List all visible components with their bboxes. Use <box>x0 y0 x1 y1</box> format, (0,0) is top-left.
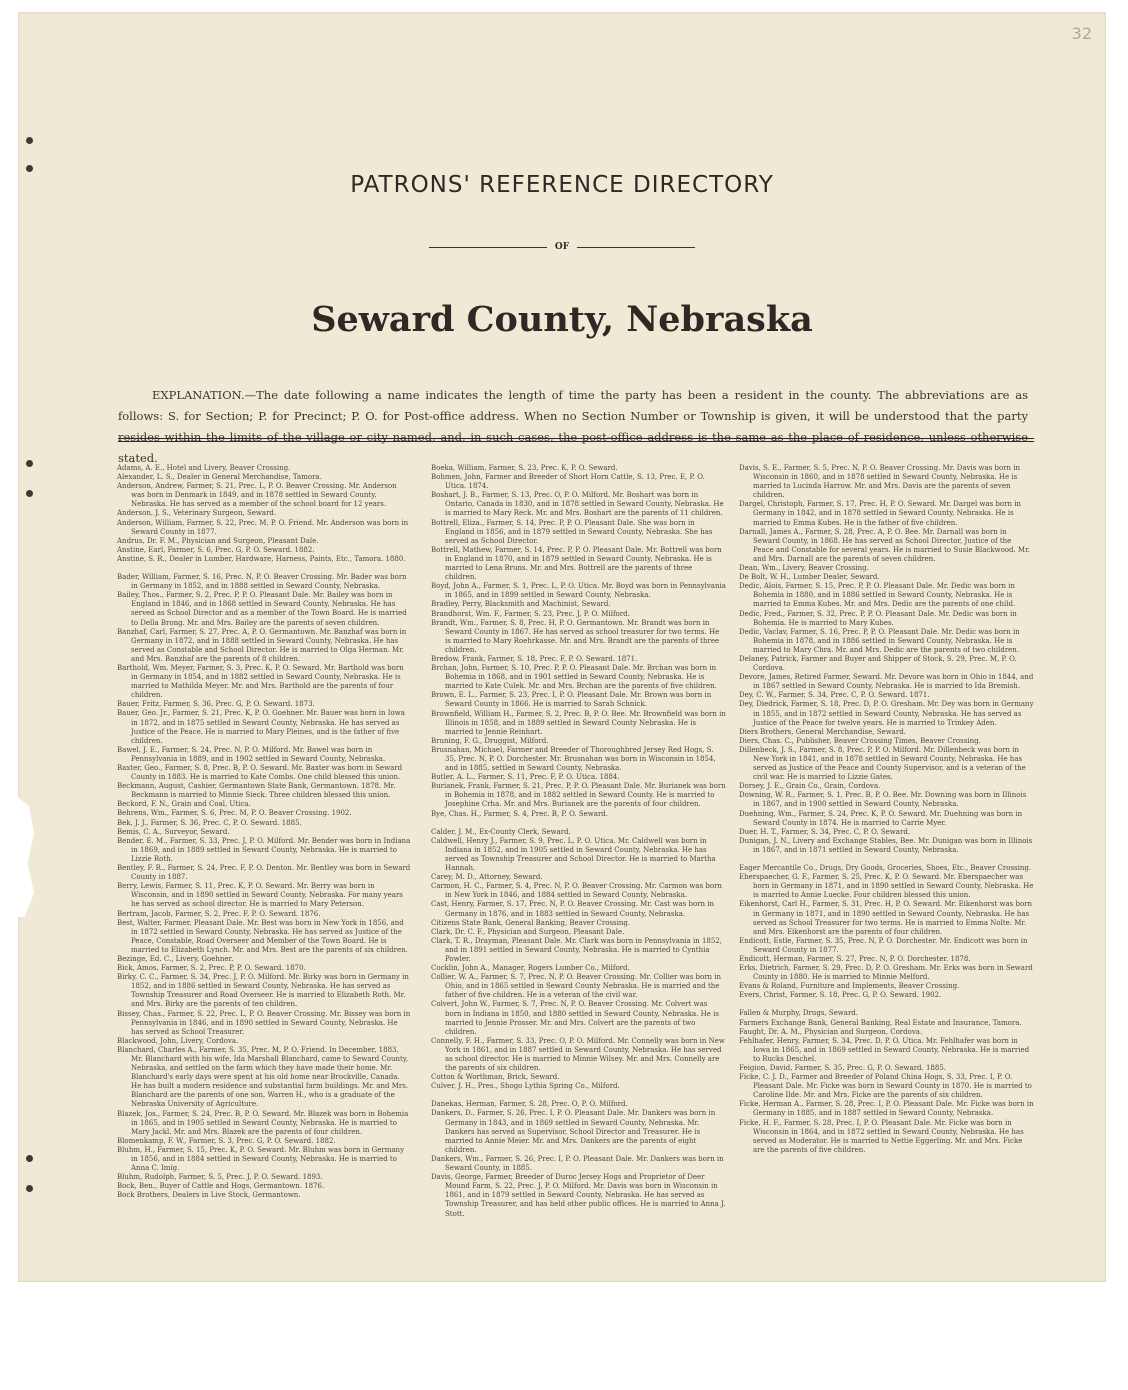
of-label: OF <box>554 242 570 252</box>
directory-entry: Ficke, C. J. D., Farmer and Breeder of Poland China Hogs, S. 33, Prec. I, P. O. Pleasant Dale. Mr. Ficke was born in Seward County in 1870. He is married to Caroline Ilde. Mr. and Mrs. Ficke are the parents of six children. <box>739 1073 1032 1100</box>
directory-entry: Collier, W. A., Farmer, S. 7, Prec. N, P. O. Beaver Crossing. Mr. Collier was born in Ohio, and in 1865 settled in Seward County Nebraska. He is married and the father of five children. He is a veteran of the civil war. <box>431 973 722 1000</box>
directory-entry: Blazek, Jos., Farmer, S. 24, Prec. B, P. O. Seward. Mr. Blazek was born in Bohemia in 1865, and in 1905 settled in Seward County, Nebraska. He is married to Mary Jackl. Mr. and Mrs. Blazek are the parents of four children. <box>117 1109 409 1136</box>
directory-entry: Dunigan, J. N., Livery and Exchange Stables, Bee. Mr. Dunigan was born in Illinois in 1867, and in 1871 settled in Seward County, Nebraska. <box>739 836 1033 854</box>
directory-entry: Fallen & Murphy, Drugs, Seward. <box>739 1009 858 1018</box>
directory-entry: Boyd, John A., Farmer, S. 1, Prec. L, P. O. Utica. Mr. Boyd was born in Pennsylvania in 1865, and in 1899 settled in Seward County, Nebraska. <box>431 582 726 600</box>
directory-entry: Boshart, J. B., Farmer, S. 13, Prec. O, P. O. Milford. Mr. Boshart was born in Ontario, Canada in 1830, and in 1878 settled in Seward County, Nebraska. He is married to Mary Reck. Mr. and Mrs. Boshart are the parents of 11 children. <box>431 491 724 518</box>
directory-entry: Bluhm, Rudolph, Farmer, S. 5, Prec. J, P. O. Seward. 1893. <box>117 1173 323 1182</box>
directory-entry: Ficke, H. F., Farmer, S. 28, Prec. I, P. O. Pleasant Dale. Mr. Ficke was born in Wisconsin in 1864, and in 1872 settled in Seward County, Nebraska. He has served as Moderator. He is married to Nettie Eggerling. Mr. and Mrs. Ficke are the parents of five children. <box>739 1118 1024 1154</box>
directory-entry: Caldwell, Henry J., Farmer, S. 9, Prec. L, P. O. Utica. Mr. Caldwell was born in Indiana in 1852, and in 1905 settled in Seward County, Nebraska. He has served as Township Treasurer and School Director. He is married to Martha Hannah. <box>431 836 716 873</box>
directory-entry: Bruning, F. G., Druggist, Milford. <box>431 736 549 745</box>
binding-hole <box>26 1155 33 1162</box>
directory-entry: Dey, Diedrick, Farmer, S. 18, Prec. D, P. O. Gresham. Mr. Dey was born in Germany in 1855, and in 1872 settled in Seward County, Nebraska. He has served as Justice of the Peace for twelve years. He is married to Trinkey Aden. <box>739 700 1034 727</box>
directory-entry: Andrus, Dr. F. M., Physician and Surgeon, Pleasant Dale. <box>117 536 319 545</box>
directory-entry: Barthold, Wm. Meyer, Farmer, S. 3, Prec. K, P. O. Seward. Mr. Barthold was born in Germany in 1854, and in 1882 settled in Seward County, Nebraska. He is married to Mathilda Meyer. Mr. and Mrs. Barthold are the parents of four children. <box>117 663 404 700</box>
directory-column-3 <box>739 464 1034 1155</box>
directory-entry: Clark, T. R., Drayman, Pleasant Dale. Mr. Clark was born in Pennsylvania in 1852, and in 1891 settled in Seward County, Nebraska. He is married to Cynthia Powler. <box>431 936 723 963</box>
directory-entry: Cocklin, John A., Manager, Rogers Lumber Co., Milford. <box>431 964 630 973</box>
directory-entry: Citizens State Bank, General Banking, Beaver Crossing. <box>431 918 631 927</box>
directory-entry: Alexander, L. S., Dealer in General Merchandise, Tamora. <box>117 473 322 482</box>
directory-entry: Bentley, F. R., Farmer, S. 24, Prec. F, P. O. Denton. Mr. Bentley was born in Seward County in 1887. <box>117 864 411 882</box>
directory-entry: Eager Mercantile Co., Drugs, Dry Goods, Groceries, Shoes, Etc., Beaver Crossing. <box>739 864 1032 873</box>
directory-entry: Dedic, Alois, Farmer, S. 15, Prec. P, P. O. Pleasant Dale. Mr. Dedic was born in Bohemia in 1880, and in 1886 settled in Seward County, Nebraska. He is married to Emma Kubes. Mr. and Mrs. Dedic are the parents of one child. <box>739 582 1016 609</box>
directory-entry: Connelly, F. H., Farmer, S. 33, Prec. O, P. O. Milford. Mr. Connelly was born in New York in 1861, and in 1887 settled in Seward County, Nebraska. He has served as school director. He is married to Minnie Wilsey. Mr. and Mrs. Connelly are the parents of six children. <box>431 1036 725 1073</box>
directory-entry: Blomenkamp, F. W., Farmer, S. 3, Prec. G, P. O. Seward. 1882. <box>117 1136 336 1145</box>
rule-left <box>429 247 547 248</box>
directory-entry: Endicott, Estle, Farmer, S. 35, Prec. N, P. O. Dorchester. Mr. Endicott was born in Seward County in 1877. <box>739 936 1028 954</box>
directory-entry: Burianek, Frank, Farmer, S. 21, Prec. P, P. O. Pleasant Dale. Mr. Burianek was born in Bohemia in 1878, and in 1882 settled in Seward County. He is married to Josephine Crha. Mr. and Mrs. Burianek are the parents of four children. <box>431 782 726 809</box>
directory-page <box>18 12 1106 1282</box>
directory-entry: Brandt, Wm., Farmer, S. 8, Prec. H, P. O. Germantown. Mr. Brandt was born in Seward County in 1867. He has served as school treasurer for two terms. He is married to Mary Roehrkasse. Mr. and Mrs. Brandt are the parents of three children. <box>431 618 720 654</box>
directory-entry: Anstine, Earl, Farmer, S. 6, Prec. G, P. O. Seward. 1882. <box>117 545 315 554</box>
directory-entry: Devore, James, Retired Farmer, Seward. Mr. Devore was born in Ohio in 1844, and in 1867 settled in Seward County, Nebraska. He is married to Ida Bremish. <box>739 673 1034 691</box>
directory-entry: Diers Brothers, General Merchandise, Seward. <box>739 727 906 736</box>
directory-entry: Bauer, Geo. Jr., Farmer, S. 21, Prec. K, P. O. Goehner. Mr. Bauer was born in Iowa in 1872, and in 1875 settled in Seward County, Nebraska. He has served as Justice of the Peace. He is married to Mary Pleines, and is the father of five children. <box>117 709 405 745</box>
directory-entry: Beckord, F. N., Grain and Coal, Utica. <box>117 800 251 809</box>
directory-entry: Endicott, Herman, Farmer, S. 27, Prec. N, P. O. Dorchester. 1878. <box>739 954 971 963</box>
directory-entry: Blanchard, Charles A., Farmer, S. 35, Prec. M, P. O. Friend. In December, 1883, Mr. Blanchard with his wife, Ida Marshall Blanchard, came to Seward County, Nebraska, and settled on the farm which they have made their home. Mr. Blanchard's early days were spent at his old home near Brockville, Canada. He has built a modern residence and substantial farm buildings. Mr. and Mrs. Blanchard are the parents of one son, Warren H., who is a graduate of the Nebraska University of Agriculture. <box>117 1045 409 1109</box>
directory-entry: Davis, George, Farmer, Breeder of Duroc Jersey Hogs and Proprietor of Deer Mound Farm, S. 22, Prec. J, P. O. Milford. Mr. Davis was born in Wisconsin in 1861, and in 1879 settled in Seward County, Nebraska. He has served as Township Treasurer, and has held other public offices. He is married to Anna J. Stott. <box>431 1173 726 1218</box>
directory-entry: Anderson, William, Farmer, S. 22, Prec. M, P. O. Friend. Mr. Anderson was born in Seward County in 1877. <box>117 518 409 536</box>
section-divider <box>118 438 1034 442</box>
directory-entry: Faught, Dr. A. M., Physician and Surgeon, Cordova. <box>739 1027 923 1036</box>
directory-entry: Culver, J. H., Pres., Shogo Lythia Spring Co., Milford. <box>431 1082 620 1091</box>
directory-entry: Delaney, Patrick, Farmer and Buyer and Shipper of Stock, S. 29, Prec. M, P. O. Cordova. <box>739 654 1017 673</box>
directory-entry: Brusnahan, Michael, Farmer and Breeder of Thoroughbred Jersey Red Hogs, S. 35, Prec. N, P. O. Dorchester. Mr. Brusnahan was born in Wisconsin in 1854, and in 1885, settled in Seward County, Nebraska. <box>431 745 716 773</box>
directory-entry: Bender, E. M., Farmer, S. 33, Prec. J, P. O. Milford. Mr. Bender was born in Indiana in 1869, and in 1889 settled in Seward County, Nebraska. He is married to Lizzie Roth. <box>117 836 411 863</box>
directory-entry: Eikenhorst, Carl H., Farmer, S. 31, Prec. H, P. O. Seward. Mr. Eikenhorst was born in Germany in 1871, and in 1890 settled in Seward County, Nebraska. He has served as School Treasurer for two terms. He is married to Emma Nolte. Mr. and Mrs. Eikenhorst are the parents of four children. <box>739 900 1033 936</box>
directory-entry: Bawel, J. E., Farmer, S. 24, Prec. N, P. O. Milford. Mr. Bawel was born in Pennsylvania in 1889, and in 1902 settled in Seward County, Nebraska. <box>117 745 386 763</box>
directory-entry: Danekas, Herman, Farmer, S. 28, Prec. O, P. O. Milford. <box>431 1100 628 1109</box>
directory-entry: Carey, M. D., Attorney, Seward. <box>431 873 543 882</box>
directory-entry: Boeka, William, Farmer, S. 23, Prec. K, P. O. Seward. <box>431 464 618 472</box>
directory-entry: Bauer, Fritz, Farmer, S. 36, Prec. G, P. O. Seward. 1873. <box>117 700 315 709</box>
binding-hole <box>26 490 33 497</box>
directory-entry: Bek, J. J., Farmer, S. 36, Prec. C, P. O. Seward. 1885. <box>117 818 302 827</box>
directory-entry: Anstine, S. R., Dealer in Lumber, Hardware, Harness, Paints, Etc., Tamora. 1880. <box>117 554 406 563</box>
rule-right <box>577 247 695 248</box>
directory-entry: Duehning, Wm., Farmer, S. 24, Prec. K, P. O. Seward. Mr. Duehning was born in Seward County in 1874. He is married to Carrie Myer. <box>739 809 1023 827</box>
directory-entry: Erks, Dietrich, Farmer, S. 29, Prec. D, P. O. Gresham. Mr. Erks was born in Seward County in 1880. He is married to Minnie Melford. <box>739 964 1033 982</box>
directory-entry: Duer, H. T., Farmer, S. 34, Prec. C, P. O. Seward. <box>739 827 911 836</box>
directory-entry: Bredow, Frank, Farmer, S. 18, Prec. F, P. O. Seward. 1871. <box>431 654 638 663</box>
directory-entry: Bye, Chas. H., Farmer, S. 4, Prec. B, P. O. Seward. <box>431 809 608 818</box>
directory-entry: Darnall, James A., Farmer, S. 28, Prec. A, P. O. Bee. Mr. Darnall was born in Seward County, in 1868. He has served as School Director, Justice of the Peace and Constable for several years. He is married to Susie Blackwood. Mr. and Mrs. Darnall are the parents of seven children. <box>739 527 1030 563</box>
directory-column-1 <box>117 464 412 1201</box>
directory-column-2 <box>431 464 726 1219</box>
binding-hole <box>26 165 33 172</box>
directory-entry: Brandhorst, Wm. F., Farmer, S. 23, Prec. J, P. O. Milford. <box>431 609 630 618</box>
directory-entry: Butler, A. L., Farmer, S. 11, Prec. F, P. O. Utica. 1884. <box>431 773 620 782</box>
directory-entry: Beckmann, August, Cashier, Germantown State Bank, Germantown. 1878. Mr. Beckmann is married to Minnie Sieck. Three children blessed this union. <box>117 782 396 800</box>
directory-entry: Bottrell, Mathew, Farmer, S. 14, Prec. P, P. O. Pleasant Dale. Mr. Bottrell was born in England in 1870, and in 1879 settled in Seward County, Nebraska. He is married to Lena Bruns. Mr. and Mrs. Bottrell are the parents of three children. <box>431 545 722 582</box>
directory-entry: Bemis, C. A., Surveyor, Seward. <box>117 827 230 836</box>
directory-entry: Bohmen, John, Farmer and Breeder of Short Horn Cattle, S. 13, Prec. E, P. O. Utica. 1874. <box>431 473 705 491</box>
directory-entry: Brown, E. L., Farmer, S. 23, Prec. I, P. O. Pleasant Dale. Mr. Brown was born in Seward County in 1866. He is married to Sarah Schnick. <box>431 691 712 709</box>
title-connector <box>18 242 1106 252</box>
directory-entry: Bock, Ben., Buyer of Cattle and Hogs, Germantown. 1876. <box>117 1182 325 1191</box>
directory-entry: Berry, Lewis, Farmer, S. 11, Prec. K, P. O. Seward. Mr. Berry was born in Wisconsin, and in 1890 settled in Seward County, Nebraska. For many years he has served as school director. He is married to Mary Peterson. <box>117 882 403 909</box>
binding-hole <box>26 460 33 467</box>
directory-entry: Cast, Henry, Farmer, S. 17, Prec. N, P. O. Beaver Crossing. Mr. Cast was born in Germany in 1876, and in 1883 settled in Seward County, Nebraska. <box>431 900 715 918</box>
directory-entry: Anderson, J. S., Veterinary Surgeon, Seward. <box>117 509 277 518</box>
directory-entry: Banzhaf, Carl, Farmer, S. 27, Prec. A, P. O. Germantown. Mr. Banzhaf was born in Germany in 1872, and in 1888 settled in Seward County, Nebraska. He has served as Constable and School Director. He is married to Olga Herman. Mr. and Mrs. Banzhaf are the parents of 8 children. <box>117 627 407 663</box>
directory-entry: Dankers, Wm., Farmer, S. 26, Prec. I, P. O. Pleasant Dale. Mr. Dankers was born in Seward County, in 1885. <box>431 1154 724 1173</box>
directory-entry: Ficke, Herman A., Farmer, S. 28, Prec. I, P. O. Pleasant Dale. Mr. Ficke was born in Germany in 1885, and in 1887 settled in Seward County, Nebraska. <box>739 1100 1034 1118</box>
directory-entry: Colvert, John W., Farmer, S. 7, Prec. N, P. O. Beaver Crossing. Mr. Colvert was born in Indiana in 1850, and 1880 settled in Seward County, Nebraska. He is married to Jennie Prosser. Mr. and Mrs. Colvert are the parents of two children. <box>431 1000 719 1036</box>
directory-entry: Evers, Christ, Farmer, S. 18, Prec. G, P. O. Seward. 1902. <box>739 991 942 1000</box>
directory-entry: Dankers, D., Farmer, S. 26, Prec. I, P. O. Pleasant Dale. Mr. Dankers was born in Germany in 1843, and in 1869 settled in Seward County, Nebraska. Mr. Dankers has served as Supervisor, School Director and Treasurer. He is married to Annie Meier. Mr. and Mrs. Dankers are the parents of eight children. <box>431 1109 716 1154</box>
directory-entry: Bick, Amos, Farmer, S. 2, Prec. P, P. O. Seward. 1870. <box>117 964 306 973</box>
directory-entry: Fehlhafer, Henry, Farmer, S. 34, Prec. D, P. O. Utica. Mr. Fehlhafer was born in Iowa in 1865, and in 1869 settled in Seward County, Nebraska. He is married to Rucks Deschel. <box>739 1036 1030 1063</box>
directory-entry: Bezinge, Ed. C., Livery, Goehner. <box>117 954 234 963</box>
directory-entry: Dillenbeck, J. S., Farmer, S. 8, Prec. P, P. O. Milford. Mr. Dillenbeck was born in New York in 1841, and in 1878 settled in Seward County, Nebraska. He has served as Justice of the Peace and County Supervisor, and is a veteran of the civil war. He is married to Lizzie Gates. <box>739 745 1026 782</box>
directory-entry: Bradley, Perry, Blacksmith and Machinist, Seward. <box>431 600 611 609</box>
explanation-paragraph: EXPLANATION.—The date following a name indicates the length of time the party has been a resident in the county. The abbreviations are as follows: S. for Section; P. for Precinct; P. O. for Post-office address. When no Section Number or Township is given, it will be understood that the party resides within the limits of the village or city named, and, in such cases, the post-office address is the same as the place of residence, unless otherwise stated. <box>118 388 1028 465</box>
directory-entry: Bottrell, Eliza., Farmer, S. 14, Prec. P, P. O. Pleasant Dale. She was born in England in 1856, and in 1879 settled in Seward County, Nebraska. She has served as School Director. <box>431 518 713 545</box>
directory-entry: Brownfield, William H., Farmer, S. 2, Prec. B, P. O. Bee. Mr. Brownfield was born in Illinois in 1858, and in 1889 settled in Seward County Nebraska. He is married to Jennie Reinhart. <box>431 709 726 736</box>
directory-entry: Dorsey, J. E., Grain Co., Grain, Cordova. <box>739 782 881 791</box>
county-title: Seward County, Nebraska <box>311 299 813 340</box>
directory-entry: Bailey, Thos., Farmer, S. 2, Prec. P, P. O. Pleasant Dale. Mr. Bailey was born in England in 1846, and in 1868 settled in Seward County, Nebraska. He has served as School Director and as a member of the Town Board. He is married to Della Brong. Mr. and Mrs. Bailey are the parents of seven children. <box>117 591 407 627</box>
torn-edge <box>18 797 34 917</box>
directory-entry: De Bolt, W. H., Lumber Dealer, Seward. <box>739 573 880 582</box>
directory-entry: Birky, C. C., Farmer, S. 34, Prec. J, P. O. Milford. Mr. Birky was born in Germany in 1852, and in 1886 settled in Seward County, Nebraska. He has served as Township Treasurer and Road Overseer. He is married to Elizabeth Roth. Mr. and Mrs. Birky are the parents of ten children. <box>117 973 409 1009</box>
directory-entry: Cotton & Worthman, Brick, Seward. <box>431 1073 560 1082</box>
directory-entry: Bader, William, Farmer, S. 16, Prec. N, P. O. Beaver Crossing. Mr. Bader was born in Germany in 1852, and in 1888 settled in Seward County, Nebraska. <box>117 573 407 591</box>
directory-entry: Brchan, John, Farmer, S. 10, Prec. P, P. O. Pleasant Dale. Mr. Brchan was born in Bohemia in 1868, and in 1901 settled in Seward County, Nebraska. He is married to Kate Culek. Mr. and Mrs. Brchan are the parents of five children. <box>431 664 717 691</box>
directory-entry: Bluhm, H., Farmer, S. 15, Prec. K, P. O. Seward. Mr. Bluhm was born in Germany in 1856, and in 1884 settled in Seward County, Nebraska. He is married to Anna C. Imig. <box>117 1145 405 1173</box>
directory-entry: Calder, J. M., Ex-County Clerk, Seward. <box>431 827 571 836</box>
directory-entry: Baxter, Geo., Farmer, S. 8, Prec. B, P. O. Seward. Mr. Baxter was born in Seward County in 1883. He is married to Kate Combs. One child blessed this union. <box>117 764 403 782</box>
directory-entry: Adams, A. E., Hotel and Livery, Beaver Crossing. <box>117 464 291 472</box>
directory-entry: Dey, C. W., Farmer, S. 34, Prec. C, P. O. Seward. 1871. <box>739 691 930 700</box>
binding-hole <box>26 137 33 144</box>
directory-entry: Downing, W. R., Farmer, S. 1, Prec. B, P. O. Bee. Mr. Downing was born in Illinois in 1867, and in 1900 settled in Seward County, Nebraska. <box>739 791 1027 809</box>
directory-entry: Carmon, H. C., Farmer, S. 4, Prec. N, P. O. Beaver Crossing. Mr. Carmon was born in New York in 1846, and 1884 settled in Seward County, Nebraska. <box>431 882 722 900</box>
directory-entry: Dedic, Fred., Farmer, S. 32, Prec. P, P. O. Pleasant Dale. Mr. Dedic was born in Bohemia. He is married to Mary Kubes. <box>739 609 1017 627</box>
directory-entry: Best, Walter, Farmer, Pleasant Dale. Mr. Best was born in New York in 1856, and in 1872 settled in Seward County, Nebraska. He has served as Justice of the Peace, Constable, Road Overseer and Member of the Town Board. He is married to Elizabeth Lynch. Mr. and Mrs. Best are the parents of six children. <box>117 918 408 954</box>
directory-title: PATRONS' REFERENCE DIRECTORY <box>350 172 774 198</box>
directory-entry: Clark, Dr. C. F., Physician and Surgeon, Pleasant Dale. <box>431 927 625 936</box>
directory-entry: Diers, Chas. C., Publisher, Beaver Crossing Times, Beaver Crossing. <box>739 736 981 745</box>
directory-entry: Blackwood, John, Livery, Cordova. <box>117 1036 239 1045</box>
directory-entry: Anderson, Andrew, Farmer, S. 21, Prec. L, P. O. Beaver Crossing. Mr. Anderson was born in Denmark in 1849, and in 1878 settled in Seward County, Nebraska. He has served as a member of the school board for 12 years. <box>117 482 397 509</box>
directory-entry: Dean, Wm., Livery, Beaver Crossing. <box>739 564 869 573</box>
directory-entry: Behrens, Wm., Farmer, S. 6, Prec. M, P. O. Beaver Crossing. 1902. <box>117 809 352 818</box>
directory-entry: Davis, S. E., Farmer, S. 5, Prec. N, P. O. Beaver Crossing. Mr. Davis was born in Wisconsin in 1860, and in 1878 settled in Seward County, Nebraska. He is married to Lucinda Harrow. Mr. and Mrs. Davis are the parents of seven children. <box>739 464 1021 500</box>
directory-entry: Bertram, Jacob, Farmer, S. 2, Prec. F, P. O. Seward. 1876. <box>117 909 321 918</box>
directory-entry: Dedic, Vaclav, Farmer, S. 16, Prec. P, P. O. Pleasant Dale. Mr. Dedic was born in Bohemia in 1878, and in 1886 settled in Seward County, Nebraska. He is married to Mary Chra. Mr. and Mrs. Dedic are the parents of two children. <box>739 627 1020 654</box>
directory-entry: Bissey, Chas., Farmer, S. 22, Prec. L, P. O. Beaver Crossing. Mr. Bissey was born in Pennsylvania in 1846, and in 1890 settled in Seward County, Nebraska. He has served as School Treasurer. <box>117 1009 411 1036</box>
directory-entry: Dargel, Christoph, Farmer, S. 17, Prec. H, P. O. Seward. Mr. Dargel was born in Germany in 1842, and in 1878 settled in Seward County, Nebraska. He is married to Emma Kubes. He is the father of five children. <box>739 500 1021 527</box>
directory-entry: Feigion, David, Farmer, S. 35, Prec. G, P. O. Seward. 1885. <box>739 1064 947 1072</box>
directory-entry: Evans & Roland, Furniture and Implements, Beaver Crossing. <box>739 982 960 991</box>
directory-entry: Farmers Exchange Bank, General Banking, Real Estate and Insurance, Tamora. <box>739 1018 1022 1027</box>
directory-entry: Bock Brothers, Dealers in Live Stock, Germantown. <box>117 1191 301 1200</box>
binding-hole <box>26 1185 33 1192</box>
page-number: 32 <box>1071 24 1092 43</box>
directory-entry: Eberspaecher, G. F., Farmer, S. 25, Prec. K, P. O. Seward. Mr. Eberspaecher was born in Germany in 1871, and in 1890 settled in Seward County, Nebraska. He is married to Annie Luecke. Four children blessed this union. <box>739 873 1034 900</box>
